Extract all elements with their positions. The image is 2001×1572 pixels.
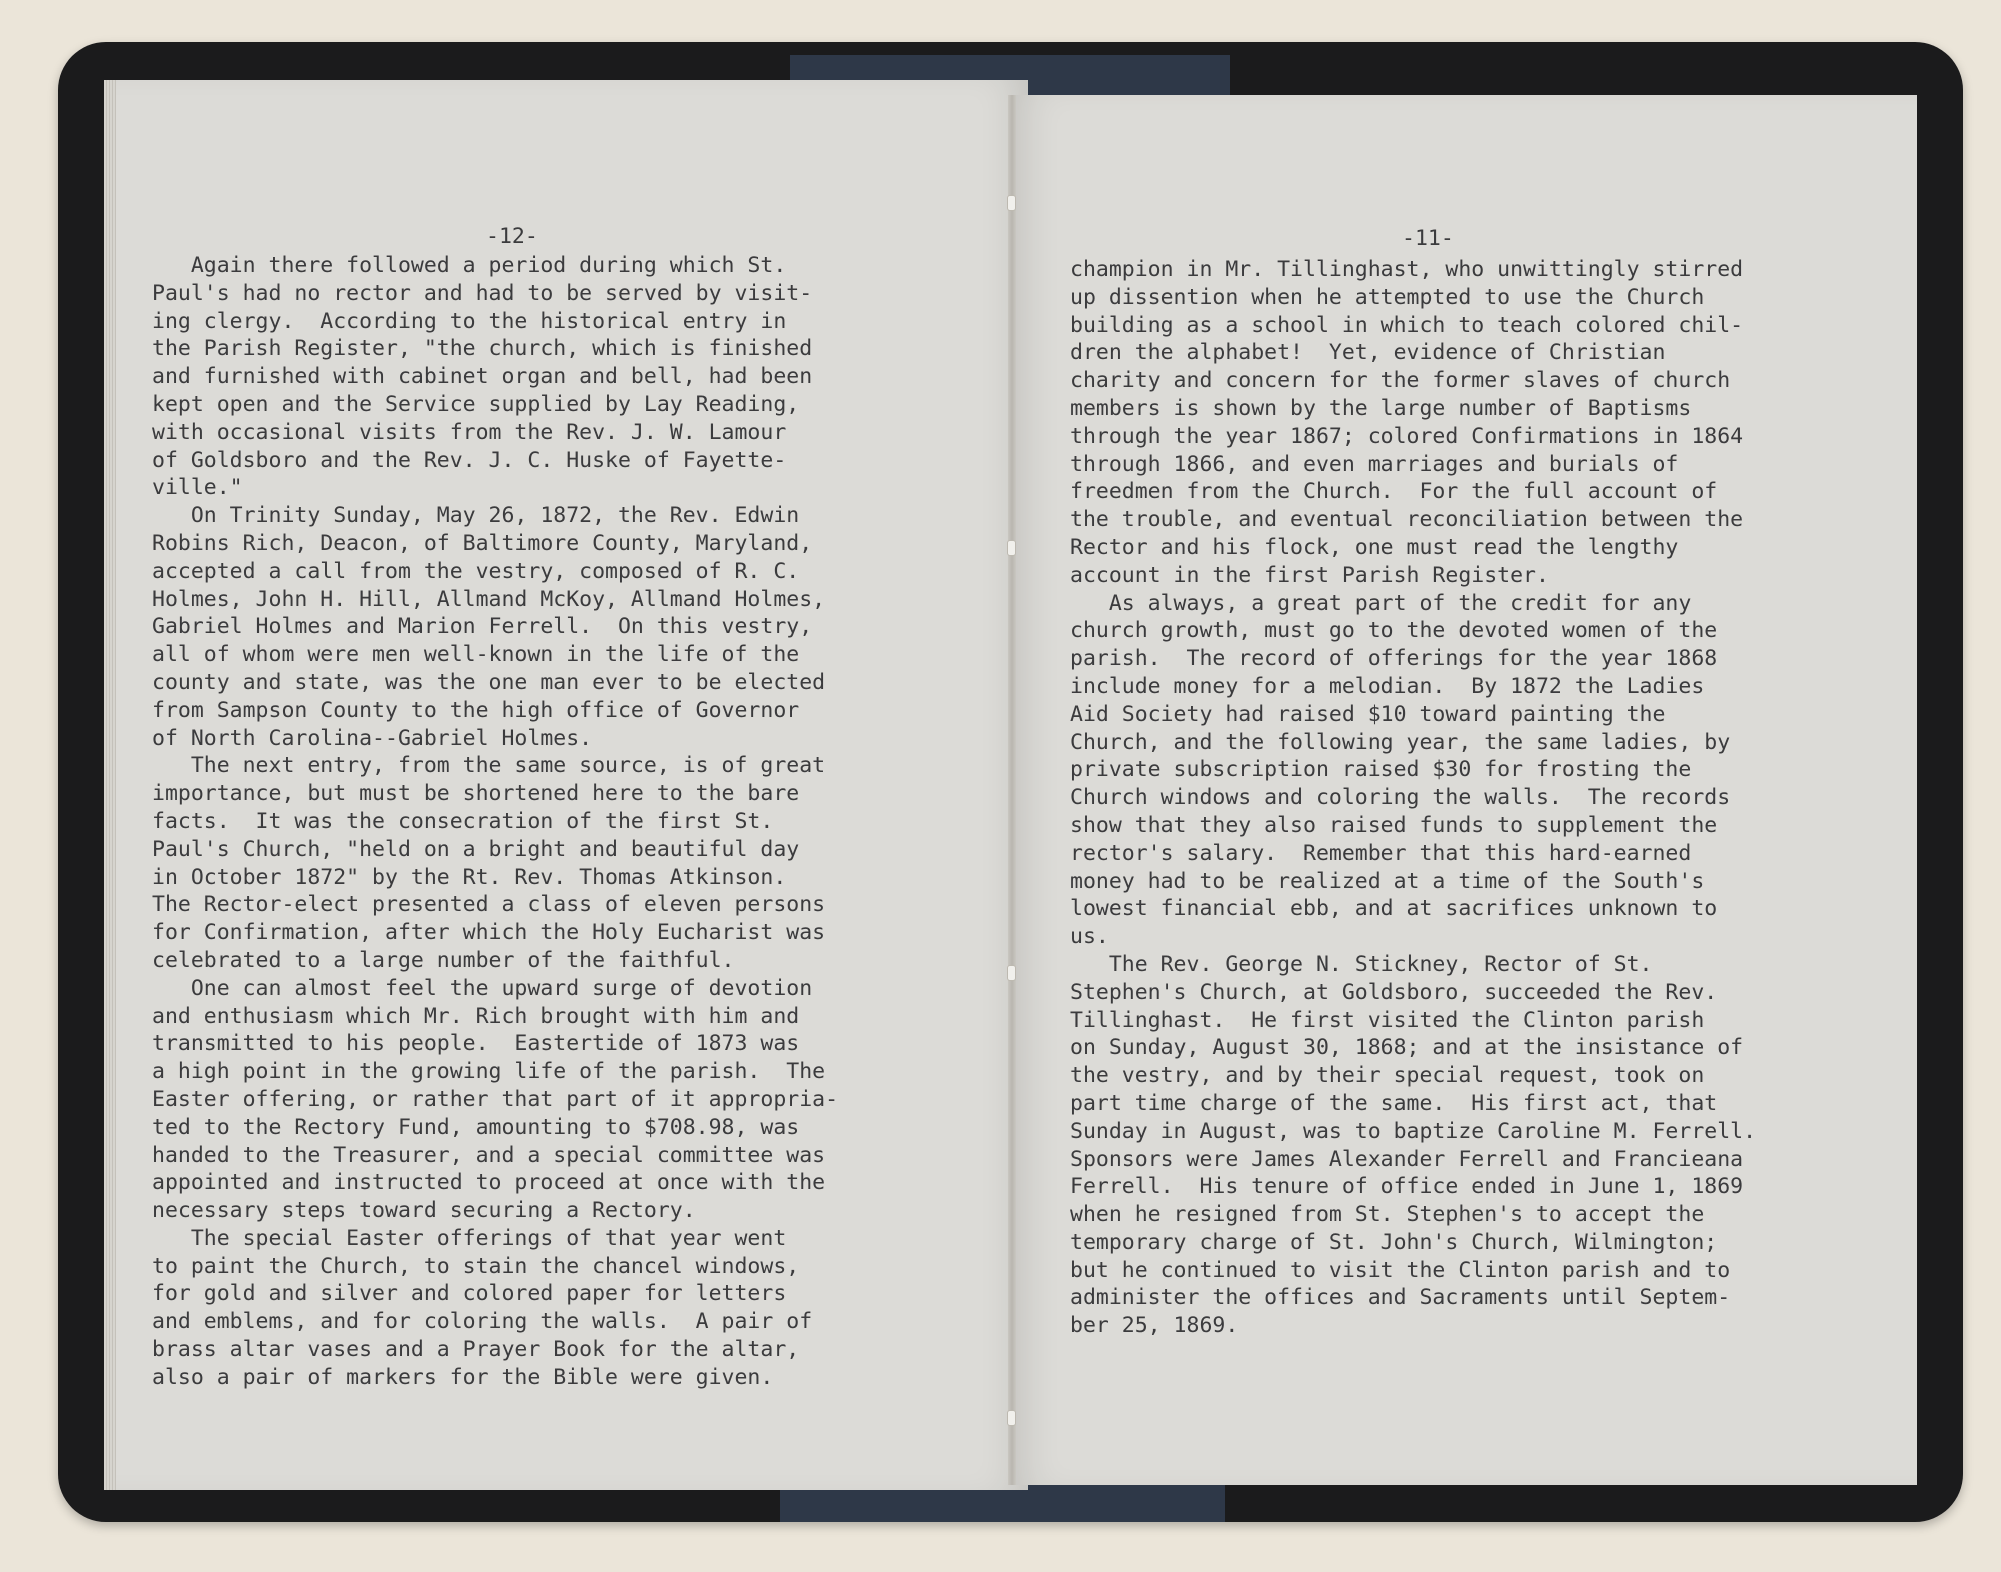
text-line: The special Easter offerings of that year went	[152, 1225, 787, 1251]
text-line: when he resigned from St. Stephen's to accept the	[1070, 1202, 1705, 1228]
text-line: Paul's had no rector and had to be served by visit-	[152, 280, 813, 306]
text-line: account in the first Parish Register.	[1070, 562, 1549, 588]
text-line: for gold and silver and colored paper for letters	[152, 1281, 787, 1307]
text-line: include money for a melodian. By 1872 the Ladies	[1070, 673, 1705, 699]
text-line: ted to the Rectory Fund, amounting to $708.98, was	[152, 1114, 800, 1140]
text-line: Holmes, John H. Hill, Allmand McKoy, Allmand Holmes,	[152, 586, 826, 612]
text-line: and furnished with cabinet organ and bell, had been	[152, 364, 813, 390]
text-line: Aid Society had raised $10 toward painting the	[1070, 701, 1666, 727]
left-page-number: -12-	[486, 224, 538, 249]
text-line: accepted a call from the vestry, composed of R. C.	[152, 558, 800, 584]
text-line: Tillinghast. He first visited the Clinton parish	[1070, 1007, 1705, 1033]
text-line: the Parish Register, "the church, which is finished	[152, 336, 813, 362]
text-line: lowest financial ebb, and at sacrifices unknown to	[1070, 896, 1718, 922]
book-gutter	[1008, 95, 1016, 1485]
text-line: through 1866, and even marriages and burials of	[1070, 451, 1679, 477]
text-line: through the year 1867; colored Confirmations in 1864	[1070, 423, 1744, 449]
text-line: county and state, was the one man ever to be elected	[152, 669, 826, 695]
text-line: Rector and his flock, one must read the lengthy	[1070, 534, 1679, 560]
text-line: in October 1872" by the Rt. Rev. Thomas Atkinson.	[152, 864, 787, 890]
right-page-number: -11-	[1402, 226, 1454, 251]
binding-staple	[1007, 965, 1016, 981]
text-line: temporary charge of St. John's Church, Wilmington;	[1070, 1229, 1718, 1255]
text-line: up dissention when he attempted to use the Church	[1070, 284, 1705, 310]
text-line: rector's salary. Remember that this hard-earned	[1070, 840, 1692, 866]
text-line: Again there followed a period during which St.	[152, 253, 787, 278]
text-line: administer the offices and Sacraments until Septem-	[1070, 1285, 1731, 1311]
text-line: also a pair of markers for the Bible were given.	[152, 1364, 774, 1390]
text-line: Ferrell. His tenure of office ended in June 1, 1869	[1070, 1174, 1744, 1200]
text-line: parish. The record of offerings for the year 1868	[1070, 646, 1718, 672]
text-line: to paint the Church, to stain the chancel windows,	[152, 1253, 800, 1279]
text-line: ber 25, 1869.	[1070, 1313, 1239, 1339]
text-line: money had to be realized at a time of the South's	[1070, 868, 1705, 894]
text-line: Easter offering, or rather that part of it appropria-	[152, 1086, 839, 1112]
text-line: Stephen's Church, at Goldsboro, succeeded the Rev.	[1070, 979, 1718, 1005]
binding-staple	[1007, 1410, 1016, 1426]
text-line: The Rev. George N. Stickney, Rector of St.	[1070, 951, 1653, 977]
text-line: from Sampson County to the high office of Governor	[152, 697, 800, 723]
text-line: Sunday in August, was to baptize Caroline M. Ferrell.	[1070, 1118, 1757, 1144]
text-line: building as a school in which to teach colored chil-	[1070, 312, 1744, 338]
text-line: One can almost feel the upward surge of devotion	[152, 975, 813, 1001]
text-line: of North Carolina--Gabriel Holmes.	[152, 725, 593, 751]
text-line: and emblems, and for coloring the walls. A pair of	[152, 1309, 813, 1335]
text-line: importance, but must be shortened here to the bare	[152, 781, 800, 807]
text-line: necessary steps toward securing a Rectory.	[152, 1198, 696, 1224]
text-line: of Goldsboro and the Rev. J. C. Huske of Fayette-	[152, 447, 787, 473]
text-line: Gabriel Holmes and Marion Ferrell. On this vestry,	[152, 614, 813, 640]
left-page-text	[152, 252, 838, 1392]
text-line: on Sunday, August 30, 1868; and at the insistance of	[1070, 1035, 1744, 1061]
text-line: kept open and the Service supplied by Lay Reading,	[152, 391, 800, 417]
text-line: handed to the Treasurer, and a special committee was	[152, 1142, 826, 1168]
text-line: The Rector-elect presented a class of eleven persons	[152, 892, 826, 918]
text-line: a high point in the growing life of the parish. The	[152, 1059, 826, 1085]
binding-staple	[1007, 195, 1016, 211]
text-line: show that they also raised funds to supplement the	[1070, 812, 1718, 838]
text-line: us.	[1070, 924, 1109, 950]
text-line: the vestry, and by their special request, took on	[1070, 1063, 1705, 1089]
text-line: charity and concern for the former slaves of church	[1070, 368, 1731, 394]
text-line: champion in Mr. Tillinghast, who unwittingly stirred	[1070, 257, 1744, 282]
text-line: and enthusiasm which Mr. Rich brought with him and	[152, 1003, 800, 1029]
text-line: members is shown by the large number of Baptisms	[1070, 395, 1692, 421]
text-line: with occasional visits from the Rev. J. W. Lamour	[152, 419, 787, 445]
text-line: dren the alphabet! Yet, evidence of Christian	[1070, 340, 1666, 366]
text-line: Robins Rich, Deacon, of Baltimore County, Maryland,	[152, 530, 813, 556]
text-line: ville."	[152, 475, 243, 501]
text-line: appointed and instructed to proceed at once with the	[152, 1170, 826, 1196]
text-line: celebrated to a large number of the faithful.	[152, 947, 735, 973]
text-line: As always, a great part of the credit for any	[1070, 590, 1692, 616]
text-line: brass altar vases and a Prayer Book for the altar,	[152, 1337, 800, 1363]
text-line: church growth, must go to the devoted women of the	[1070, 618, 1718, 644]
text-line: for Confirmation, after which the Holy Eucharist was	[152, 920, 826, 946]
text-line: ing clergy. According to the historical entry in	[152, 308, 787, 334]
text-line: freedmen from the Church. For the full account of	[1070, 479, 1718, 505]
text-line: the trouble, and eventual reconciliation between the	[1070, 507, 1744, 533]
text-line: part time charge of the same. His first act, that	[1070, 1090, 1718, 1116]
text-line: On Trinity Sunday, May 26, 1872, the Rev. Edwin	[152, 503, 800, 529]
text-line: but he continued to visit the Clinton parish and to	[1070, 1257, 1731, 1283]
text-line: facts. It was the consecration of the first St.	[152, 808, 774, 834]
page-edges	[104, 80, 116, 1490]
text-line: Church, and the following year, the same ladies, by	[1070, 729, 1731, 755]
right-page-text	[1070, 256, 1756, 1340]
text-line: all of whom were men well-known in the life of the	[152, 642, 800, 668]
text-line: transmitted to his people. Eastertide of 1873 was	[152, 1031, 800, 1057]
text-line: The next entry, from the same source, is of great	[152, 753, 826, 779]
text-line: Sponsors were James Alexander Ferrell and Francieana	[1070, 1146, 1744, 1172]
text-line: Paul's Church, "held on a bright and beautiful day	[152, 836, 800, 862]
binding-staple	[1007, 540, 1016, 556]
text-line: private subscription raised $30 for frosting the	[1070, 757, 1692, 783]
text-line: Church windows and coloring the walls. The records	[1070, 785, 1731, 811]
